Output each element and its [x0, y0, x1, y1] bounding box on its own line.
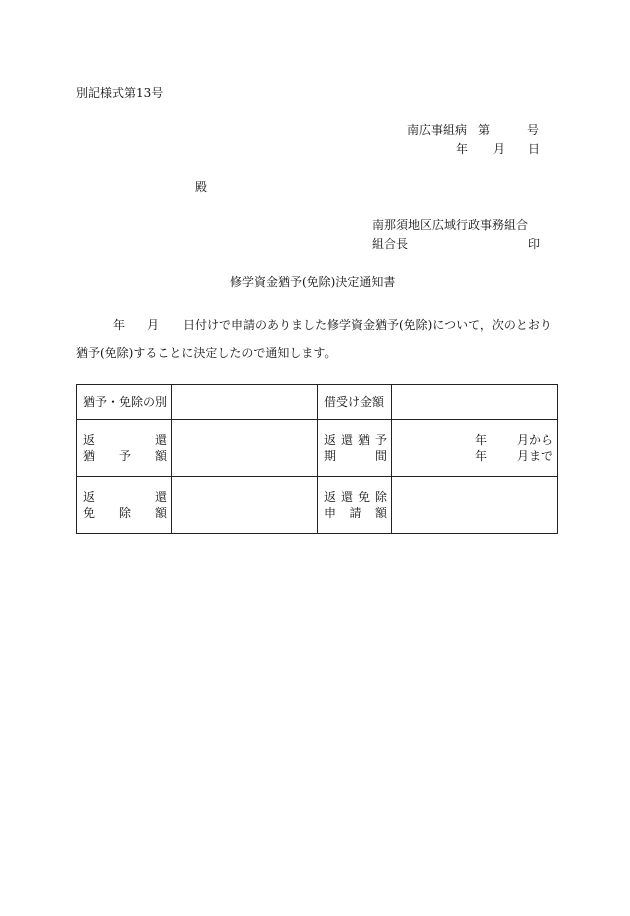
- body-line-1: 日付けで申請のありました修学資金猶予(免除)について，次のとおり: [183, 318, 552, 332]
- table-row: [77, 385, 558, 420]
- body-line-2: 猶予(免除)することに決定したので通知します。: [76, 346, 337, 360]
- recipient-suffix: 殿: [195, 180, 208, 194]
- repayment-deferral-period-label: 返 還 猶 予 期 間: [318, 420, 392, 477]
- date-year: 年: [456, 142, 469, 156]
- body-year: 年: [113, 318, 126, 332]
- exemption-requested-amount-label: 返 還 免 除 申 請 額: [318, 477, 392, 534]
- date-day: 日: [528, 142, 541, 156]
- reference-dai: 第: [478, 123, 491, 137]
- exemption-requested-amount-value: [392, 477, 558, 534]
- repayment-exemption-amount-value: [172, 477, 318, 534]
- document-title: 修学資金猶予(免除)決定通知書: [230, 275, 396, 289]
- issuer-organization: 南那須地区広域行政事務組合: [372, 218, 529, 232]
- reference-prefix: 南広事組病: [407, 123, 468, 137]
- table-row: [77, 420, 558, 477]
- repayment-deferral-amount-label: 返 還 猶 予 額: [77, 420, 172, 477]
- issuer-seal: 印: [528, 237, 541, 251]
- date-month: 月: [493, 142, 506, 156]
- repayment-deferral-period-value: 年 月から 年 月まで: [392, 420, 558, 477]
- issuer-title: 組合長: [372, 237, 409, 251]
- table-row: [77, 477, 558, 534]
- decision-table: [76, 384, 558, 534]
- reference-go: 号: [527, 123, 540, 137]
- body-month: 月: [147, 318, 160, 332]
- loan-amount-value: [392, 385, 558, 420]
- form-number: 別記様式第13号: [76, 86, 164, 100]
- deferral-exemption-type-value: [172, 385, 318, 420]
- deferral-exemption-type-label: 猶予・免除の別: [77, 385, 172, 420]
- loan-amount-label: 借受け金額: [318, 385, 392, 420]
- repayment-deferral-amount-value: [172, 420, 318, 477]
- repayment-exemption-amount-label: 返 還 免 除 額: [77, 477, 172, 534]
